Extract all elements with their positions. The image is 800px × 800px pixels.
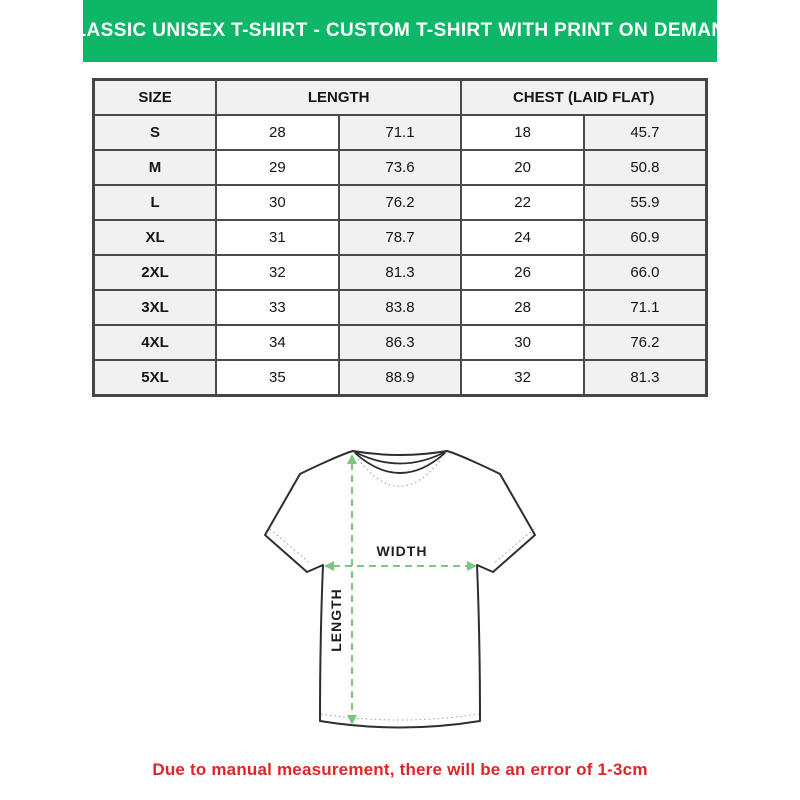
size-cell: 5XL [94,360,217,396]
disclaimer-text: Due to manual measurement, there will be an error of 1-3cm [152,760,648,779]
chest-in-cell: 20 [461,150,584,185]
chest-cm-cell: 50.8 [584,150,707,185]
length-cm-cell: 83.8 [339,290,462,325]
tshirt-outline [265,451,535,728]
table-row [94,150,707,185]
table-row [94,185,707,220]
length-cm-cell: 88.9 [339,360,462,396]
length-in-cell: 34 [216,325,339,360]
col-header-size: SIZE [94,80,217,116]
chest-in-cell: 22 [461,185,584,220]
table-row [94,220,707,255]
table-row [94,255,707,290]
length-cm-cell: 71.1 [339,115,462,150]
chest-cm-cell: 66.0 [584,255,707,290]
chest-in-cell: 30 [461,325,584,360]
length-in-cell: 31 [216,220,339,255]
length-label: LENGTH [328,588,344,652]
length-cm-cell: 73.6 [339,150,462,185]
table-row [94,360,707,396]
length-cm-cell: 78.7 [339,220,462,255]
length-in-cell: 28 [216,115,339,150]
length-in-cell: 33 [216,290,339,325]
table-row [94,325,707,360]
size-cell: 2XL [94,255,217,290]
length-cm-cell: 76.2 [339,185,462,220]
chest-in-cell: 18 [461,115,584,150]
chest-cm-cell: 71.1 [584,290,707,325]
chest-in-cell: 28 [461,290,584,325]
length-in-cell: 29 [216,150,339,185]
measurement-disclaimer [0,760,800,780]
size-cell: L [94,185,217,220]
chest-cm-cell: 76.2 [584,325,707,360]
chest-in-cell: 32 [461,360,584,396]
col-header-length: LENGTH [216,80,461,116]
length-cm-cell: 81.3 [339,255,462,290]
tshirt-diagram [250,443,554,743]
page-title: CLASSIC UNISEX T-SHIRT - CUSTOM T-SHIRT WITH PRINT ON DEMAND [60,20,740,41]
size-table [92,78,708,397]
size-cell: S [94,115,217,150]
length-cm-cell: 86.3 [339,325,462,360]
table-row [94,290,707,325]
length-in-cell: 35 [216,360,339,396]
chest-cm-cell: 45.7 [584,115,707,150]
size-cell: XL [94,220,217,255]
size-cell: M [94,150,217,185]
length-in-cell: 32 [216,255,339,290]
chest-cm-cell: 81.3 [584,360,707,396]
chest-cm-cell: 55.9 [584,185,707,220]
size-cell: 3XL [94,290,217,325]
table-row [94,115,707,150]
length-in-cell: 30 [216,185,339,220]
width-label: WIDTH [376,543,428,559]
tshirt-outline-svg [250,443,554,743]
table-header-row [94,80,707,116]
title-banner [60,0,740,62]
chest-cm-cell: 60.9 [584,220,707,255]
size-cell: 4XL [94,325,217,360]
chest-in-cell: 26 [461,255,584,290]
chest-in-cell: 24 [461,220,584,255]
col-header-chest: CHEST (LAID FLAT) [461,80,706,116]
